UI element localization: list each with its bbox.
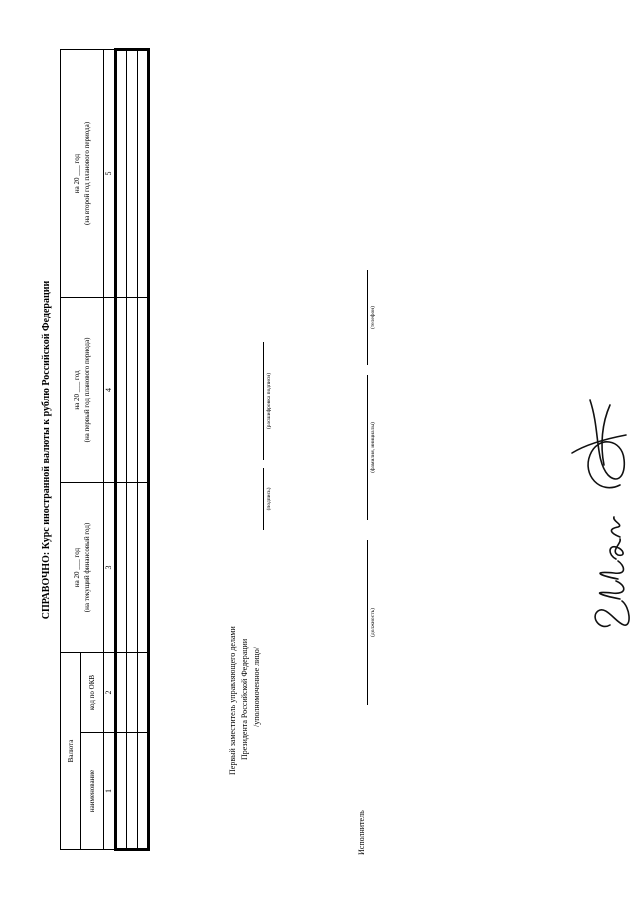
table-row	[137, 49, 148, 849]
signature-decode-line[interactable]	[263, 342, 264, 460]
signer-title-line2: Президента Российской Федерации	[240, 638, 249, 760]
col-number: 3	[103, 482, 115, 652]
table-cell[interactable]	[127, 49, 137, 297]
signature-decode-caption: (расшифровка подписи)	[266, 372, 272, 430]
table-cell[interactable]	[116, 482, 127, 652]
signer-title-line1: Первый заместитель управляющего делами	[228, 626, 237, 775]
col-number: 1	[103, 733, 115, 850]
table-cell[interactable]	[137, 652, 148, 732]
table-cell[interactable]	[127, 652, 137, 732]
table-cell[interactable]	[137, 482, 148, 652]
form-title: СПРАВОЧНО: Курс иностранной валюты к рублю Российской Федерации	[41, 280, 52, 620]
table-cell[interactable]	[116, 733, 127, 850]
table-cell[interactable]	[127, 482, 137, 652]
executor-label: Исполнитель	[357, 810, 366, 855]
table-row	[116, 49, 127, 849]
signature-caption: (подпись)	[266, 487, 272, 511]
table-cell[interactable]	[137, 297, 148, 482]
table-cell[interactable]	[137, 733, 148, 850]
currency-header: Валюта	[61, 652, 81, 849]
column-number-row	[103, 49, 115, 849]
year1-header	[61, 482, 104, 652]
executor-position-caption: (должность)	[370, 608, 376, 637]
col-number: 5	[103, 49, 115, 297]
year2-header	[61, 297, 104, 482]
table-row	[127, 49, 137, 849]
table-cell[interactable]	[116, 297, 127, 482]
year2-label: на 20 ___ год	[72, 370, 81, 410]
col-okv-header: код по ОКВ	[81, 652, 104, 732]
col-name-header: наименование	[81, 733, 104, 850]
signer-block	[227, 515, 263, 775]
table-cell[interactable]	[127, 733, 137, 850]
table-cell[interactable]	[116, 652, 127, 732]
executor-name-caption: (фамилия, инициалы)	[370, 422, 376, 473]
currency-rate-table	[60, 48, 150, 851]
executor-phone-caption: (телефон)	[370, 305, 376, 330]
year3-label: на 20 ___ год	[72, 153, 81, 194]
table-cell[interactable]	[137, 49, 148, 297]
year2-sublabel: (на первый год планового периода)	[82, 337, 91, 443]
table-cell[interactable]	[127, 297, 137, 482]
table-cell[interactable]	[116, 49, 127, 297]
year3-sublabel: (на второй год планового периода)	[82, 121, 91, 225]
col-number: 4	[103, 297, 115, 482]
signature-line[interactable]	[263, 468, 264, 530]
executor-position-line[interactable]	[367, 540, 368, 705]
executor-name-line[interactable]	[367, 375, 368, 520]
signer-title-line3: /уполномоченное лицо/	[252, 647, 261, 727]
executor-phone-line[interactable]	[367, 270, 368, 365]
col-number: 2	[103, 652, 115, 732]
handwritten-signature	[560, 385, 640, 635]
year3-header	[61, 49, 104, 297]
table-header-row	[61, 49, 81, 849]
year1-sublabel: (на текущий финансовый год)	[82, 522, 91, 613]
year1-label: на 20 ___ год	[72, 547, 81, 588]
